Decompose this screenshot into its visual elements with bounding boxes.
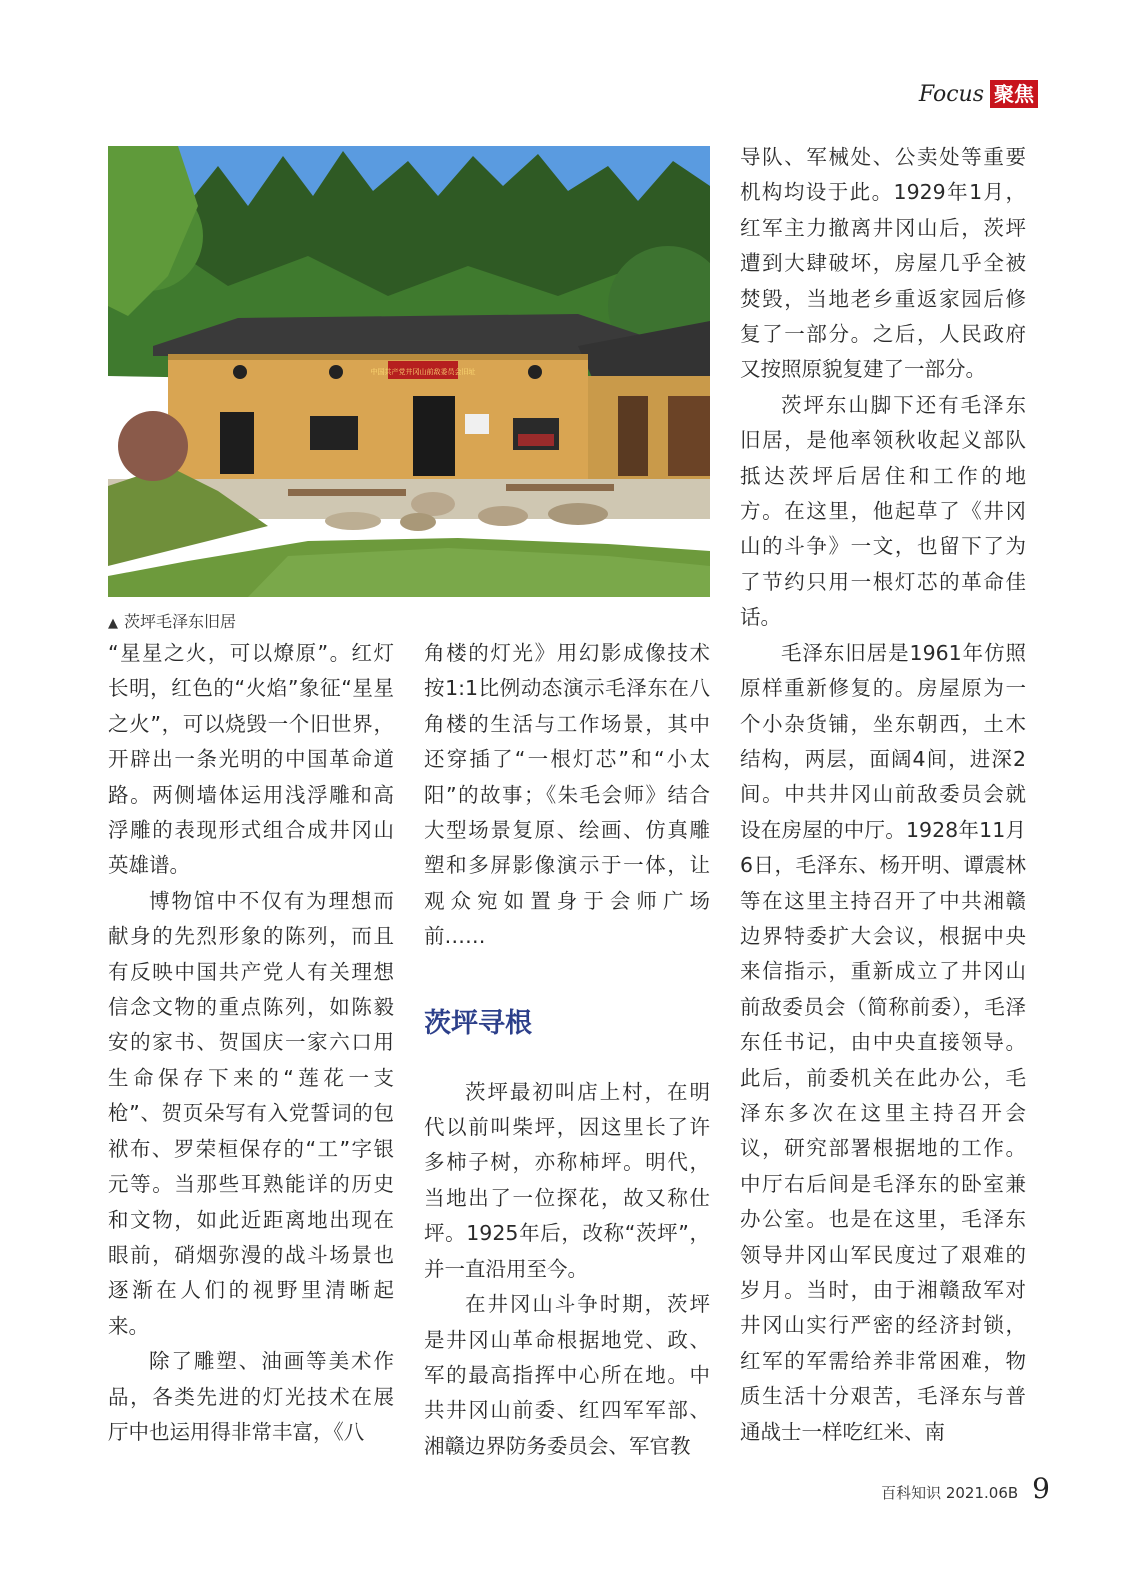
- focus-label: Focus: [918, 81, 984, 107]
- photo-caption: [108, 609, 236, 632]
- paragraph: 毛泽东旧居是1961年仿照原样重新修复的。房屋原为一个小杂货铺，坐东朝西，土木结构，两层，面阔4间，进深2间。中共井冈山前敌委员会就设在房屋的中厅。1928年11月6日，毛泽东、杨开明、谭震林等在这里主持召开了中共湘赣边界特委扩大会议，根据中央来信指示，重新成立了井冈山前敌委员会（简称前委），毛泽东任书记，由中央直接领导。此后，前委机关在此办公，毛泽东多次在这里主持召开会议，研究部署根据地的工作。中厅右后间是毛泽东的卧室兼办公室。也是在这里，毛泽东领导井冈山军民度过了艰难的岁月。当时，由于湘赣敌军对井冈山实行严密的经济封锁，红军的军需给养非常困难，物质生活十分艰苦，毛泽东与普通战士一样吃红米、南: [740, 640, 1026, 1444]
- triangle-icon: ▲: [108, 616, 118, 631]
- paragraph: 在井冈山斗争时期，茨坪是井冈山革命根据地党、政、军的最高指挥中心所在地。中共井冈山前委、红四军军部、湘赣边界防务委员会、军官教: [424, 1292, 710, 1458]
- paragraph: 博物馆中不仅有为理想而献身的先烈形象的陈列，而且有反映中国共产党人有关理想信念文物的重点陈列，如陈毅安的家书、贺国庆一家六口用生命保存下来的“莲花一支枪”、贺页朵写有入党誓词的包袱布、罗荣桓保存的“工”字银元等。当那些耳熟能详的历史和文物，如此近距离地出现在眼前，硝烟弥漫的战斗场景也逐渐在人们的视野里清晰起来。: [108, 888, 394, 1338]
- section-badge: 聚焦: [990, 80, 1038, 108]
- text-column-1: [108, 636, 394, 1450]
- photo-mao-former-residence: [108, 146, 710, 597]
- paragraph: “星星之火，可以燎原”。红灯长明，红色的“火焰”象征“星星之火”，可以烧毁一个旧世界，开辟出一条光明的中国革命道路。两侧墙体运用浅浮雕和高浮雕的表现形式组合成井冈山英雄谱。: [108, 641, 394, 878]
- magazine-issue: 百科知识 2021.06B: [881, 1484, 1019, 1502]
- paragraph: 角楼的灯光》用幻影成像技术按1:1比例动态演示毛泽东在八角楼的生活与工作场景，其中还穿插了“一根灯芯”和“小太阳”的故事；《朱毛会师》结合大型场景复原、绘画、仿真雕塑和多屏影像演示于一体，让观众宛如置身于会师广场前……: [424, 641, 710, 949]
- page-footer: [881, 1472, 1050, 1505]
- page-number: 9: [1032, 1472, 1050, 1505]
- text-column-3: [740, 140, 1026, 1450]
- paragraph: 除了雕塑、油画等美术作品，各类先进的灯光技术在展厅中也运用得非常丰富，《八: [108, 1349, 394, 1444]
- paragraph: 茨坪最初叫店上村，在明代以前叫柴坪，因这里长了许多柿子树，亦称柿坪。明代，当地出了一位探花，故又称仕坪。1925年后，改称“茨坪”，并一直沿用至今。: [424, 1079, 710, 1281]
- sign-text: 中国共产党井冈山前敌委员会旧址: [370, 368, 476, 376]
- photo-illustration: [108, 146, 710, 597]
- section-header: [919, 80, 1038, 108]
- paragraph: 导队、军械处、公卖处等重要机构均设于此。1929年1月，红军主力撤离井冈山后，茨坪遭到大肆破坏，房屋几乎全被焚毁，当地老乡重返家园后修复了一部分。之后，人民政府又按照原貌复建了一部分。: [740, 145, 1026, 382]
- text-column-2: [424, 636, 710, 1464]
- section-title: 茨坪寻根: [424, 1007, 532, 1039]
- caption-text: 茨坪毛泽东旧居: [124, 612, 237, 631]
- paragraph: 茨坪东山脚下还有毛泽东旧居，是他率领秋收起义部队抵达茨坪后居住和工作的地方。在这里，他起草了《井冈山的斗争》一文，也留下了为了节约只用一根灯芯的革命佳话。: [740, 392, 1026, 630]
